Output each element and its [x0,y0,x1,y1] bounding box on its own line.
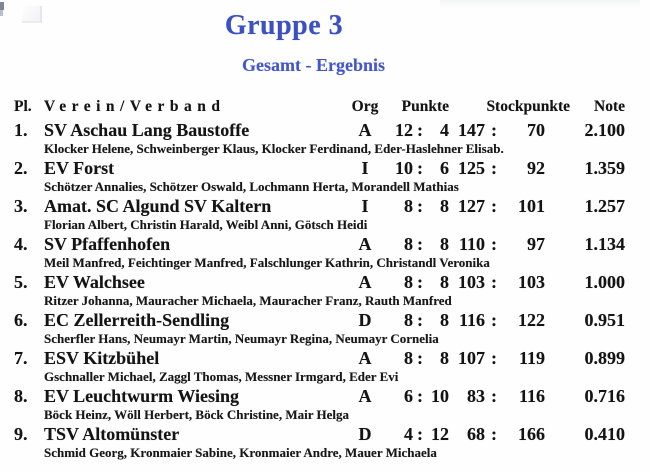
rank-number: 9. [14,424,28,444]
org-letter: A [358,386,372,406]
team-result-line [14,423,625,447]
punkte-colon: : [417,348,423,368]
table-row [14,271,625,309]
note-value: 0.951 [584,310,625,330]
punkte-lost: 8 [440,272,449,292]
punkte-won: 12 [395,120,413,140]
players-line: Klocker Helene, Schweinberger Klaus, Klocker Ferdinand, Eder-Haslehner Elisab. [44,143,504,156]
rank-number: 4. [14,234,28,254]
rank-number: 2. [14,158,28,178]
stockpunkte-lost: 166 [518,424,545,444]
stockpunkte-won: 110 [458,234,485,254]
table-row [14,119,625,157]
stockpunkte-lost: 92 [527,158,545,178]
table-row [14,385,625,423]
stockpunkte-colon: : [491,348,497,368]
note-value: 1.257 [584,196,625,216]
punkte-colon: : [417,272,423,292]
stockpunkte-won: 83 [467,386,485,406]
punkte-lost: 8 [440,310,449,330]
rank-number: 6. [14,310,28,330]
players-line: Gschnaller Michael, Zaggl Thomas, Messner Irmgard, Eder Evi [44,371,399,384]
punkte-won: 8 [404,310,413,330]
org-letter: D [358,310,372,330]
org-letter: I [361,158,369,178]
table-row [14,157,625,195]
stockpunkte-lost: 122 [518,310,545,330]
punkte-colon: : [417,196,423,216]
header-org: Org [351,98,379,115]
team-name: EV Leuchtwurm Wiesing [44,386,240,406]
stockpunkte-lost: 119 [518,348,545,368]
table-row [14,309,625,347]
org-letter: A [358,272,372,292]
team-name: SV Pfaffenhofen [44,234,171,254]
punkte-lost: 4 [440,120,449,140]
punkte-won: 10 [395,158,413,178]
stockpunkte-colon: : [491,158,497,178]
stockpunkte-lost: 116 [518,386,545,406]
rank-number: 1. [14,120,28,140]
punkte-won: 6 [404,386,413,406]
header-stockpunkte: Stockpunkte [486,98,570,115]
table-row [14,347,625,385]
punkte-colon: : [417,386,423,406]
players-line: Böck Heinz, Wöll Herbert, Böck Christine, Mair Helga [44,409,349,422]
stockpunkte-won: 125 [458,158,485,178]
stockpunkte-won: 127 [458,196,485,216]
stockpunkte-lost: 103 [518,272,545,292]
stockpunkte-lost: 97 [527,234,545,254]
stockpunkte-colon: : [491,310,497,330]
players-line: Florian Albert, Christin Harald, Weibl Anni, Götsch Heidi [44,219,368,232]
punkte-lost: 8 [440,196,449,216]
stockpunkte-won: 147 [458,120,485,140]
table-row [14,423,625,461]
players-line: Schmid Georg, Kronmaier Sabine, Kronmaier Andre, Mauer Michaela [44,447,437,460]
org-letter: I [361,196,369,216]
note-value: 1.134 [584,234,625,254]
stockpunkte-colon: : [491,386,497,406]
punkte-won: 8 [404,348,413,368]
team-name: EC Zellerreith-Sendling [44,310,230,330]
punkte-won: 8 [404,196,413,216]
page-subtitle: Gesamt - Ergebnis [242,55,385,75]
stockpunkte-lost: 101 [518,196,545,216]
page-title: Gruppe 3 [224,10,344,41]
team-result-line [14,347,625,371]
punkte-colon: : [417,310,423,330]
punkte-colon: : [417,424,423,444]
scan-artifact-smudge [440,0,640,9]
punkte-lost: 6 [440,158,449,178]
team-result-line [14,233,625,257]
stockpunkte-colon: : [491,120,497,140]
team-name: EV Forst [44,158,115,178]
team-name: SV Aschau Lang Baustoffe [44,120,250,140]
header-rank: Pl. [14,98,32,115]
org-letter: A [358,234,372,254]
stockpunkte-colon: : [491,272,497,292]
players-line: Schötzer Annalies, Schötzer Oswald, Lochmann Herta, Morandell Mathias [44,181,459,194]
stockpunkte-lost: 70 [527,120,545,140]
table-row [14,233,625,271]
results-table [14,95,625,461]
note-value: 0.899 [584,348,625,368]
table-body [14,119,625,461]
rank-number: 7. [14,348,28,368]
team-result-line [14,309,625,333]
stockpunkte-colon: : [491,196,497,216]
team-result-line [14,119,625,143]
org-letter: D [358,424,372,444]
team-name: EV Walchsee [44,272,145,292]
punkte-won: 8 [404,234,413,254]
punkte-lost: 8 [440,348,449,368]
punkte-won: 8 [404,272,413,292]
rank-number: 8. [14,386,28,406]
stockpunkte-won: 116 [458,310,485,330]
table-header-row [14,95,625,119]
team-result-line [14,385,625,409]
team-name: Amat. SC Algund SV Kaltern [44,196,272,216]
players-line: Meil Manfred, Feichtinger Manfred, Falschlunger Kathrin, Christandl Veronika [44,257,490,270]
scan-artifact-mark [0,2,4,10]
punkte-lost: 12 [431,424,449,444]
team-result-line [14,271,625,295]
rank-number: 5. [14,272,28,292]
players-line: Scherfler Hans, Neumayr Martin, Neumayr Regina, Neumayr Cornelia [44,333,439,346]
punkte-lost: 8 [440,234,449,254]
stockpunkte-won: 103 [458,272,485,292]
punkte-colon: : [417,234,423,254]
note-value: 0.716 [584,386,625,406]
header-punkte: Punkte [401,98,449,115]
punkte-colon: : [417,120,423,140]
header-note: Note [594,98,625,115]
note-value: 1.000 [584,272,625,292]
note-value: 0.410 [584,424,625,444]
stockpunkte-won: 107 [458,348,485,368]
org-letter: A [358,348,372,368]
team-name: TSV Altomünster [44,424,180,444]
note-value: 2.100 [584,120,625,140]
punkte-won: 4 [404,424,413,444]
rank-number: 3. [14,196,28,216]
stockpunkte-colon: : [491,234,497,254]
players-line: Ritzer Johanna, Mauracher Michaela, Mauracher Franz, Rauth Manfred [44,295,452,308]
header-team: Verein/Verband [44,98,226,115]
note-value: 1.359 [584,158,625,178]
punkte-lost: 10 [431,386,449,406]
team-result-line [14,195,625,219]
org-letter: A [358,120,372,140]
punkte-colon: : [417,158,423,178]
stockpunkte-colon: : [491,424,497,444]
table-row [14,195,625,233]
team-result-line [14,157,625,181]
stockpunkte-won: 68 [467,424,485,444]
team-name: ESV Kitzbühel [44,348,160,368]
